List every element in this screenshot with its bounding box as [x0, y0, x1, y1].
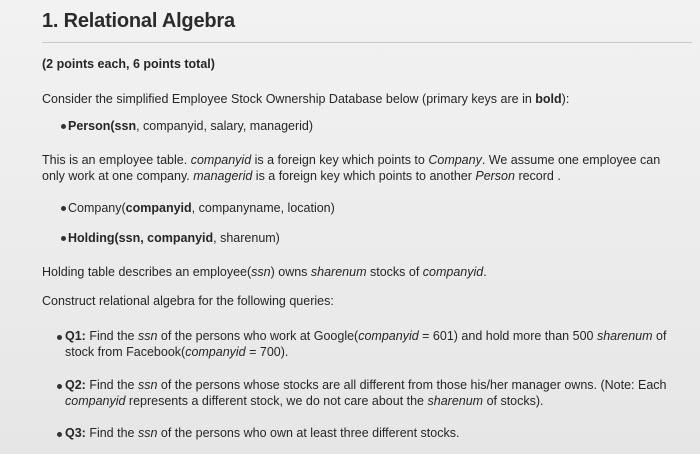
text: of the persons who work at Google( — [157, 329, 359, 343]
text: companyid — [358, 329, 419, 343]
text: companyid — [185, 345, 246, 359]
bullet-dot — [61, 236, 66, 241]
text: of the persons whose stocks are all different from those his/her manager owns. (Note: Each — [157, 378, 667, 392]
person-schema — [68, 118, 313, 134]
bullet-dot — [57, 384, 62, 389]
title-divider — [42, 42, 692, 43]
text: This is an employee table. — [42, 153, 191, 167]
text: sharenum — [596, 329, 653, 343]
bullet-dot — [57, 335, 62, 340]
q1-line2 — [65, 344, 288, 360]
company-key: companyid — [125, 201, 192, 215]
intro-pre: Consider the simplified Employee Stock Ownership Database below (primary keys are in — [42, 92, 536, 106]
text: is a foreign key which points to another — [252, 169, 476, 183]
bullet-dot — [57, 432, 62, 437]
text: ssn — [137, 329, 158, 343]
holding-key: Holding(ssn, companyid — [68, 231, 214, 245]
text: only work at one company. — [42, 169, 194, 183]
text: sharenum — [310, 265, 367, 279]
text: managerid — [193, 169, 253, 183]
text: Person — [475, 169, 515, 183]
text: sharenum — [427, 394, 484, 408]
text: ) owns — [270, 265, 311, 279]
points-note: (2 points each, 6 points total) — [42, 57, 215, 71]
q2-label: Q2: — [65, 378, 86, 392]
q2-line1 — [65, 377, 666, 393]
text: ssn — [137, 426, 158, 440]
text: companyid — [65, 394, 126, 408]
text: of stocks). — [483, 394, 544, 408]
person-desc-line1 — [42, 152, 660, 168]
q2-line2 — [65, 393, 544, 409]
company-schema — [68, 200, 335, 216]
intro-text — [42, 91, 569, 107]
text: Find the — [85, 329, 138, 343]
intro-post: ): — [561, 92, 570, 106]
construct-text: Construct relational algebra for the following queries: — [42, 294, 334, 308]
person-desc-line2 — [42, 168, 561, 184]
text: Find the — [85, 426, 138, 440]
text: stocks of — [366, 265, 423, 279]
text: is a foreign key which points to — [251, 153, 429, 167]
text: companyid — [422, 265, 484, 279]
bullet-dot — [61, 124, 66, 129]
q1-line1 — [65, 328, 666, 344]
text: Company — [428, 153, 482, 167]
text: of — [652, 329, 667, 343]
intro-bold: bold — [535, 92, 562, 106]
text: ssn — [137, 378, 158, 392]
text: record . — [514, 169, 561, 183]
text: . We assume one employee can — [481, 153, 661, 167]
text: . — [483, 265, 487, 279]
text: , companyname, location) — [191, 201, 335, 215]
text: = 601) and hold more than 500 — [418, 329, 597, 343]
text: companyid — [190, 153, 252, 167]
text: of the persons who own at least three different stocks. — [157, 426, 460, 440]
text: , sharenum) — [213, 231, 280, 245]
q1-label: Q1: — [65, 329, 86, 343]
person-rest: , companyid, salary, managerid) — [136, 119, 314, 133]
page-title: 1. Relational Algebra — [42, 10, 235, 32]
q3-label: Q3: — [65, 426, 86, 440]
text: Holding table describes an employee( — [42, 265, 252, 279]
text: Company( — [68, 201, 126, 215]
text: ssn — [251, 265, 271, 279]
text: Find the — [85, 378, 138, 392]
bullet-dot — [61, 206, 66, 211]
person-key: Person(ssn — [68, 119, 137, 133]
holding-schema — [68, 230, 280, 246]
text: stock from Facebook( — [65, 345, 186, 359]
text: represents a different stock, we do not care about the — [125, 394, 428, 408]
holding-desc — [42, 264, 487, 280]
text: = 700). — [245, 345, 289, 359]
q3-line1 — [65, 425, 459, 441]
